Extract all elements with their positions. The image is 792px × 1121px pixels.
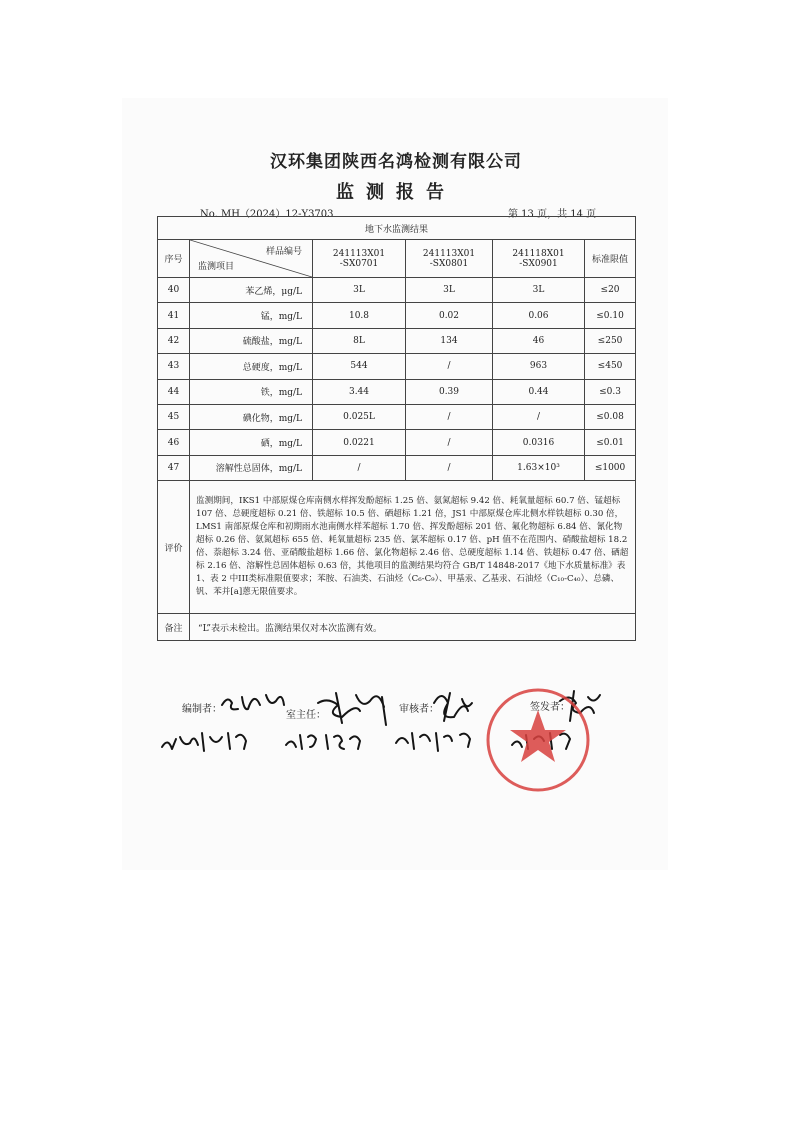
row-index: 41 xyxy=(158,303,190,328)
row-limit: ≤0.01 xyxy=(585,430,636,455)
row-item: 硫酸盐，mg/L xyxy=(190,328,313,353)
eval-text: 监测期间，IKS1 中部原煤仓库南侧水样挥发酚超标 1.25 倍、氨氮超标 9.42 倍、耗氧量超标 60.7 倍、锰超标 107 倍、总硬度超标 0.21 倍、铁超标 10.5 倍、硒超标 1.21 倍，JS1 中部原煤仓库北侧水样铁超标 0.30 倍，LMS1 南部原煤仓库和初期雨水池南侧水样苯超标 1.70 倍、挥发酚超标 201 倍、氟化物超标 6.84 倍、氰化物超标 0.26 倍、氨氮超标 655 倍、耗氧量超标 235 倍、氯苯超标 0.17 倍、pH 值不在范围内、硝酸盐超标 18.2 倍、萘超标 3.24 倍、亚硝酸盐超标 1.66 倍、氯化物超标 2.46 倍、总硬度超标 1.14 倍、铁超标 0.47 倍、硒超标 2.16 倍、溶解性总固体超标 0.63 倍，其他项目的监测结果均符合 GB/T 14848-2017《地下水质量标准》表 1、表 2 中III类标准限值要求；苯胺、石油类、石油烃（C₆-C₉）、甲基汞、乙基汞、石油烃（C₁₀-C₄₀）、总磷、钒、苯并[a]蒽无限值要求。 xyxy=(190,481,636,614)
sample-3-line1: 241118X01 xyxy=(512,248,565,259)
table-row xyxy=(158,303,636,328)
eval-label: 评价 xyxy=(158,481,190,614)
col-header-diagonal xyxy=(190,240,313,278)
col-header-sample-2 xyxy=(406,240,493,278)
table-row xyxy=(158,354,636,379)
editor-label: 编制者： xyxy=(182,704,222,715)
official-seal-icon xyxy=(484,686,592,794)
row-index: 40 xyxy=(158,278,190,303)
row-value-3: 0.06 xyxy=(493,303,585,328)
row-value-3: 1.63×10³ xyxy=(493,455,585,480)
row-value-3: 0.44 xyxy=(493,379,585,404)
table-row xyxy=(158,328,636,353)
row-value-3: 963 xyxy=(493,354,585,379)
row-value-1: 0.025L xyxy=(313,404,406,429)
row-value-2: 0.39 xyxy=(406,379,493,404)
sample-1-line1: 241113X01 xyxy=(332,248,386,259)
row-limit: ≤450 xyxy=(585,354,636,379)
page-info: 第 13 页，共 14 页 xyxy=(508,209,597,220)
report-number: No. MH（2024）12-Y3703 xyxy=(200,209,334,220)
report-title: 监测报告 xyxy=(336,182,456,203)
row-item: 硒，mg/L xyxy=(190,430,313,455)
reviewer-label: 审核者： xyxy=(399,704,439,715)
col-header-limit: 标准限值 xyxy=(585,240,636,278)
row-value-2: / xyxy=(406,354,493,379)
table-row xyxy=(158,278,636,303)
sample-2-line2: -SX0801 xyxy=(429,258,469,269)
col-header-index: 序号 xyxy=(158,240,190,278)
row-value-1: 0.0221 xyxy=(313,430,406,455)
issuer-label: 签发者： xyxy=(530,702,570,713)
row-index: 46 xyxy=(158,430,190,455)
note-text: “L”表示未检出。监测结果仅对本次监测有效。 xyxy=(190,614,636,641)
col-header-item: 监测项目 xyxy=(198,262,235,272)
row-value-3: / xyxy=(493,404,585,429)
row-item: 溶解性总固体，mg/L xyxy=(190,455,313,480)
row-item: 锰，mg/L xyxy=(190,303,313,328)
row-value-3: 0.0316 xyxy=(493,430,585,455)
row-index: 44 xyxy=(158,379,190,404)
col-header-sample-3 xyxy=(493,240,585,278)
col-header-sample-1 xyxy=(313,240,406,278)
table-row xyxy=(158,455,636,480)
company-name: 汉环集团陕西名鸿检测有限公司 xyxy=(270,152,522,172)
sample-2-line1: 241113X01 xyxy=(422,248,476,259)
row-index: 43 xyxy=(158,354,190,379)
row-index: 42 xyxy=(158,328,190,353)
row-value-1: 10.8 xyxy=(313,303,406,328)
sample-3-line2: -SX0901 xyxy=(519,258,558,269)
row-value-1: 544 xyxy=(313,354,406,379)
row-limit: ≤250 xyxy=(585,328,636,353)
row-value-2: / xyxy=(406,430,493,455)
row-limit: ≤1000 xyxy=(585,455,636,480)
row-value-2: / xyxy=(406,455,493,480)
row-value-1: 3L xyxy=(313,278,406,303)
note-label: 备注 xyxy=(158,614,190,641)
row-value-2: / xyxy=(406,404,493,429)
row-limit: ≤0.08 xyxy=(585,404,636,429)
room-director-label: 室主任： xyxy=(286,710,326,721)
row-item: 碘化物，mg/L xyxy=(190,404,313,429)
row-value-3: 3L xyxy=(493,278,585,303)
row-value-2: 134 xyxy=(406,328,493,353)
row-item: 苯乙烯，μg/L xyxy=(190,278,313,303)
row-limit: ≤0.3 xyxy=(585,379,636,404)
row-value-1: 3.44 xyxy=(313,379,406,404)
row-item: 总硬度，mg/L xyxy=(190,354,313,379)
row-limit: ≤0.10 xyxy=(585,303,636,328)
row-index: 45 xyxy=(158,404,190,429)
row-value-1: / xyxy=(313,455,406,480)
table-row xyxy=(158,379,636,404)
row-item: 铁，mg/L xyxy=(190,379,313,404)
table-row xyxy=(158,404,636,429)
table-caption: 地下水监测结果 xyxy=(158,217,636,240)
row-index: 47 xyxy=(158,455,190,480)
row-value-2: 3L xyxy=(406,278,493,303)
sample-1-line2: -SX0701 xyxy=(339,258,379,269)
row-value-3: 46 xyxy=(493,328,585,353)
row-value-2: 0.02 xyxy=(406,303,493,328)
results-table xyxy=(157,216,636,641)
col-header-sample: 样品编号 xyxy=(265,247,302,257)
row-limit: ≤20 xyxy=(585,278,636,303)
table-row xyxy=(158,430,636,455)
row-value-1: 8L xyxy=(313,328,406,353)
